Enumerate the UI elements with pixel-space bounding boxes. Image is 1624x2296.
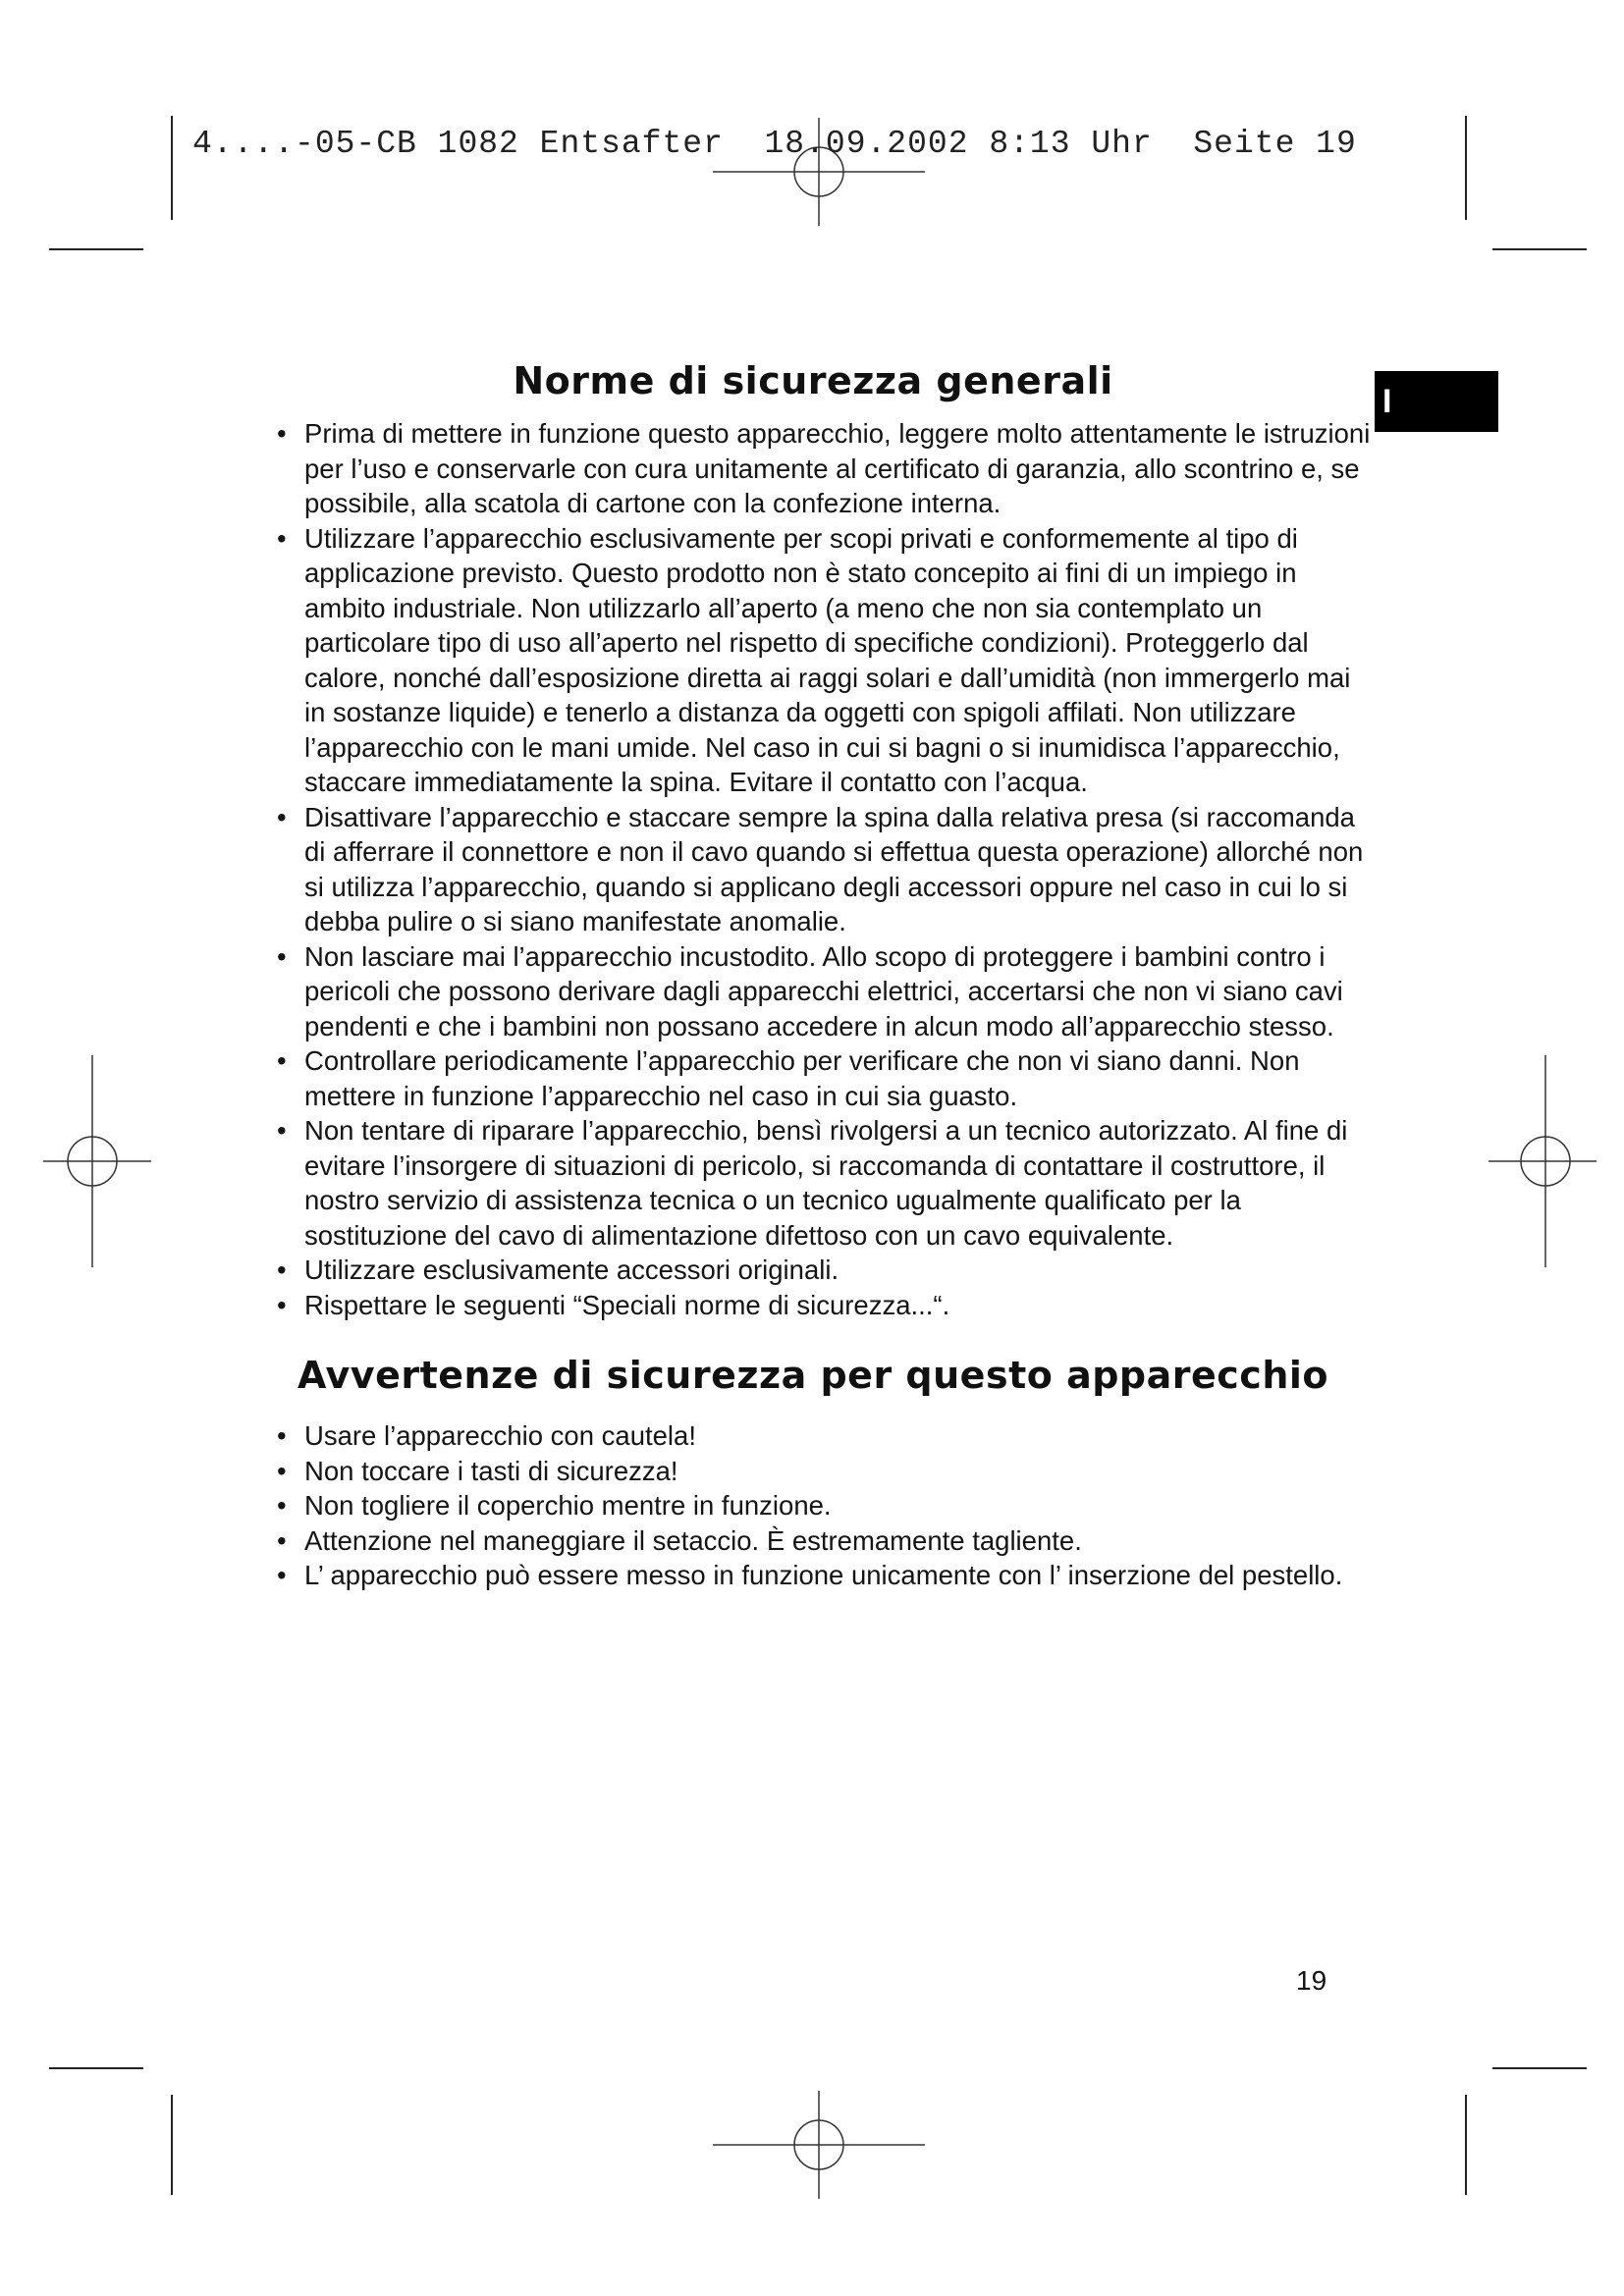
list-item: • Non toccare i tasti di sicurezza! [253, 1454, 1373, 1489]
list-item: • Non togliere il coperchio mentre in funzione. [253, 1488, 1373, 1523]
page-number: 19 [1296, 1965, 1327, 1996]
appliance-warnings-list [253, 1418, 1373, 1593]
list-item: • Non lasciare mai l’apparecchio incustodito. Allo scopo di proteggere i bambini contro i pericoli che possono derivare dagli apparecchi elettrici, accertarsi che non vi siano cavi pendenti e che i bambini non possano accedere in alcun modo all’apparecchio stesso. [253, 939, 1373, 1044]
section-title-appliance-warnings: Avvertenze di sicurezza per questo apparecchio [297, 1354, 1329, 1397]
list-item: • Prima di mettere in funzione questo apparecchio, leggere molto attentamente le istruzioni per l’uso e conservarle con cura unitamente al certificato di garanzia, allo scontrino e, se possibile, alla scatola di cartone con la confezione interna. [253, 416, 1373, 521]
list-item: • Rispettare le seguenti “Speciali norme di sicurezza...“. [253, 1288, 1373, 1323]
main-content [253, 359, 1373, 1593]
list-item: • Attenzione nel maneggiare il setaccio. È estremamente tagliente. [253, 1523, 1373, 1559]
registration-mark-right-icon [1489, 1055, 1597, 1267]
crop-mark-top-left-horizontal [49, 248, 143, 250]
print-slug-header: 4....-05-CB 1082 Entsafter 18.09.2002 8:13 Uhr Seite 19 [192, 126, 1357, 162]
crop-mark-bottom-left-vertical [171, 2095, 173, 2195]
crop-mark-top-right-horizontal [1492, 248, 1587, 250]
list-item: • L’ apparecchio può essere messo in funzione unicamente con l’ inserzione del pestello. [253, 1558, 1373, 1593]
list-item: • Utilizzare l’apparecchio esclusivamente per scopi privati e conformemente al tipo di applicazione previsto. Questo prodotto non è stato concepito ai fini di un impiego in ambito industriale. Non utilizzarlo all’aperto (a meno che non sia contemplato un particolare tipo di uso all’aperto nel rispetto di specifiche condizioni). Proteggerlo dal calore, nonché dall’esposizione diretta ai raggi solari e dall’umidità (non immergerlo mai in sostanze liquide) e tenerlo a distanza da oggetti con spigoli affilati. Non utilizzare l’apparecchio con le mani umide. Nel caso in cui si bagni o si inumidisca l’apparecchio, staccare immediatamente la spina. Evitare il contatto con l’acqua. [253, 521, 1373, 800]
list-item: • Non tentare di riparare l’apparecchio, bensì rivolgersi a un tecnico autorizzato. Al fine di evitare l’insorgere di situazioni di pericolo, si raccomanda di contattare il costruttore, il nostro servizio di assistenza tecnica o un tecnico ugualmente qualificato per la sostituzione del cavo di alimentazione difettoso con un cavo equivalente. [253, 1113, 1373, 1253]
registration-mark-left-icon [43, 1055, 151, 1267]
section-title-general-safety: Norme di sicurezza generali [513, 359, 1113, 402]
list-item: • Controllare periodicamente l’apparecchio per verificare che non vi siano danni. Non mettere in funzione l’apparecchio nel caso in cui sia guasto. [253, 1043, 1373, 1113]
crop-mark-bottom-right-vertical [1465, 2095, 1467, 2195]
crop-mark-top-right-vertical [1465, 116, 1467, 220]
list-item: • Usare l’apparecchio con cautela! [253, 1418, 1373, 1454]
list-item: • Utilizzare esclusivamente accessori originali. [253, 1253, 1373, 1288]
list-item: • Disattivare l’apparecchio e staccare sempre la spina dalla relativa presa (si raccomanda di afferrare il connettore e non il cavo quando si effettua questa operazione) allorché non si utilizza l’apparecchio, quando si applicano degli accessori oppure nel caso in cui lo si debba pulire o si siano manifestate anomalie. [253, 800, 1373, 939]
language-tab: I [1375, 371, 1498, 432]
crop-mark-bottom-right-horizontal [1492, 2067, 1587, 2069]
registration-mark-bottom-icon [713, 2091, 925, 2199]
crop-mark-top-left-vertical [171, 116, 173, 220]
general-safety-list [253, 416, 1373, 1322]
crop-mark-bottom-left-horizontal [49, 2067, 143, 2069]
